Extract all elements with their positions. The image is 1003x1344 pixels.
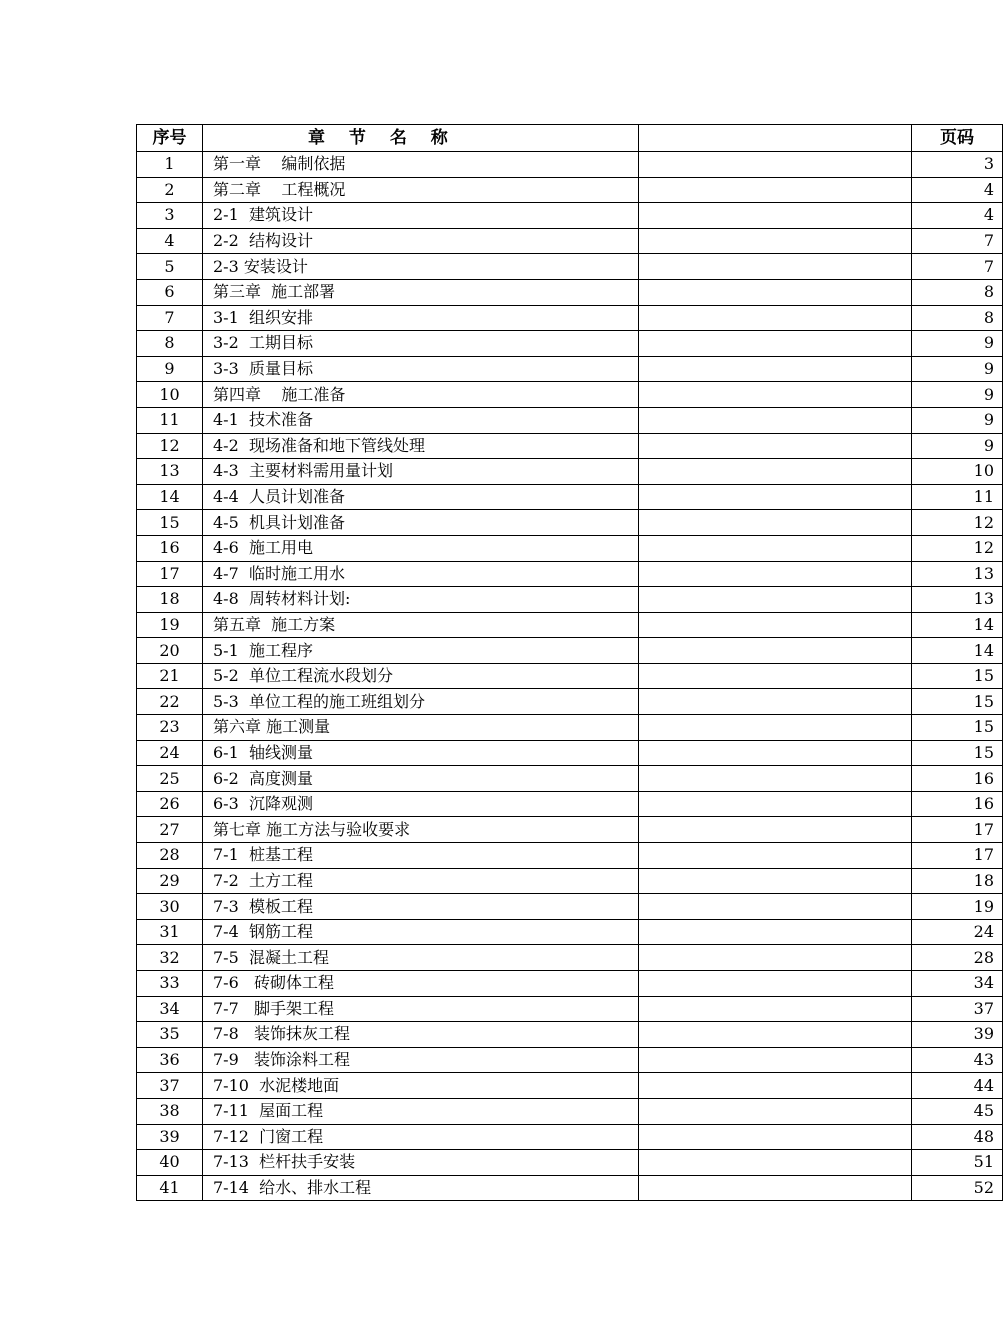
- page-number: 28: [912, 945, 1003, 971]
- section-name: 4-6 施工用电: [203, 535, 639, 561]
- header-blank: [639, 125, 912, 152]
- blank-cell: [639, 152, 912, 178]
- blank-cell: [639, 612, 912, 638]
- page-number: 51: [912, 1150, 1003, 1176]
- row-number: 16: [137, 535, 203, 561]
- table-row: [137, 279, 1003, 305]
- section-name: 7-8 装饰抹灰工程: [203, 1022, 639, 1048]
- table-row: [137, 1175, 1003, 1201]
- table-row: [137, 177, 1003, 203]
- table-row: [137, 561, 1003, 587]
- page-number: 15: [912, 715, 1003, 741]
- blank-cell: [639, 689, 912, 715]
- page-number: 14: [912, 638, 1003, 664]
- blank-cell: [639, 1175, 912, 1201]
- row-number: 6: [137, 279, 203, 305]
- page-number: 15: [912, 689, 1003, 715]
- section-name: 3-1 组织安排: [203, 305, 639, 331]
- section-name: 第六章 施工测量: [203, 715, 639, 741]
- page-number: 24: [912, 919, 1003, 945]
- section-name: 3-3 质量目标: [203, 356, 639, 382]
- row-number: 1: [137, 152, 203, 178]
- row-number: 37: [137, 1073, 203, 1099]
- blank-cell: [639, 894, 912, 920]
- page-number: 15: [912, 663, 1003, 689]
- table-row: [137, 459, 1003, 485]
- row-number: 19: [137, 612, 203, 638]
- section-name: 第五章 施工方案: [203, 612, 639, 638]
- page-number: 8: [912, 279, 1003, 305]
- blank-cell: [639, 433, 912, 459]
- blank-cell: [639, 791, 912, 817]
- blank-cell: [639, 279, 912, 305]
- table-row: [137, 331, 1003, 357]
- section-name: 7-2 土方工程: [203, 868, 639, 894]
- table-row: [137, 407, 1003, 433]
- blank-cell: [639, 484, 912, 510]
- blank-cell: [639, 587, 912, 613]
- row-number: 38: [137, 1098, 203, 1124]
- row-number: 33: [137, 971, 203, 997]
- page-number: 9: [912, 331, 1003, 357]
- table-row: [137, 1047, 1003, 1073]
- row-number: 36: [137, 1047, 203, 1073]
- table-row: [137, 843, 1003, 869]
- table-row: [137, 1150, 1003, 1176]
- row-number: 21: [137, 663, 203, 689]
- page-number: 3: [912, 152, 1003, 178]
- row-number: 12: [137, 433, 203, 459]
- blank-cell: [639, 407, 912, 433]
- row-number: 41: [137, 1175, 203, 1201]
- table-row: [137, 689, 1003, 715]
- section-name: 7-5 混凝土工程: [203, 945, 639, 971]
- section-name: 4-1 技术准备: [203, 407, 639, 433]
- blank-cell: [639, 254, 912, 280]
- blank-cell: [639, 561, 912, 587]
- row-number: 31: [137, 919, 203, 945]
- blank-cell: [639, 996, 912, 1022]
- blank-cell: [639, 638, 912, 664]
- table-row: [137, 715, 1003, 741]
- blank-cell: [639, 817, 912, 843]
- table-row: [137, 1098, 1003, 1124]
- section-name: 4-2 现场准备和地下管线处理: [203, 433, 639, 459]
- section-name: 5-3 单位工程的施工班组划分: [203, 689, 639, 715]
- table-row: [137, 433, 1003, 459]
- section-name: 6-2 高度测量: [203, 766, 639, 792]
- table-row: [137, 228, 1003, 254]
- blank-cell: [639, 331, 912, 357]
- blank-cell: [639, 228, 912, 254]
- blank-cell: [639, 1124, 912, 1150]
- page-number: 43: [912, 1047, 1003, 1073]
- row-number: 20: [137, 638, 203, 664]
- section-name: 7-10 水泥楼地面: [203, 1073, 639, 1099]
- section-name: 6-1 轴线测量: [203, 740, 639, 766]
- section-name: 4-7 临时施工用水: [203, 561, 639, 587]
- blank-cell: [639, 382, 912, 408]
- table-row: [137, 382, 1003, 408]
- header-page: 页码: [912, 125, 1003, 152]
- table-row: [137, 740, 1003, 766]
- blank-cell: [639, 177, 912, 203]
- page-number: 39: [912, 1022, 1003, 1048]
- page-number: 9: [912, 382, 1003, 408]
- table-row: [137, 1073, 1003, 1099]
- toc-header-row: [137, 125, 1003, 152]
- page-number: 12: [912, 510, 1003, 536]
- table-row: [137, 1022, 1003, 1048]
- blank-cell: [639, 919, 912, 945]
- section-name: 5-1 施工程序: [203, 638, 639, 664]
- section-name: 4-4 人员计划准备: [203, 484, 639, 510]
- page-number: 9: [912, 407, 1003, 433]
- table-row: [137, 484, 1003, 510]
- section-name: 7-14 给水、排水工程: [203, 1175, 639, 1201]
- section-name: 7-1 桩基工程: [203, 843, 639, 869]
- page-number: 7: [912, 228, 1003, 254]
- section-name: 5-2 单位工程流水段划分: [203, 663, 639, 689]
- row-number: 3: [137, 203, 203, 229]
- page-number: 13: [912, 561, 1003, 587]
- page-number: 17: [912, 843, 1003, 869]
- row-number: 23: [137, 715, 203, 741]
- page-number: 8: [912, 305, 1003, 331]
- table-row: [137, 1124, 1003, 1150]
- table-row: [137, 254, 1003, 280]
- row-number: 22: [137, 689, 203, 715]
- row-number: 39: [137, 1124, 203, 1150]
- section-name: 第七章 施工方法与验收要求: [203, 817, 639, 843]
- header-name: 章 节 名 称: [203, 125, 639, 152]
- page-number: 4: [912, 177, 1003, 203]
- page-number: 7: [912, 254, 1003, 280]
- section-name: 4-3 主要材料需用量计划: [203, 459, 639, 485]
- row-number: 30: [137, 894, 203, 920]
- page-number: 16: [912, 766, 1003, 792]
- table-row: [137, 612, 1003, 638]
- row-number: 15: [137, 510, 203, 536]
- table-row: [137, 817, 1003, 843]
- section-name: 7-4 钢筋工程: [203, 919, 639, 945]
- blank-cell: [639, 1098, 912, 1124]
- section-name: 2-1 建筑设计: [203, 203, 639, 229]
- blank-cell: [639, 459, 912, 485]
- table-row: [137, 894, 1003, 920]
- blank-cell: [639, 510, 912, 536]
- page-number: 15: [912, 740, 1003, 766]
- row-number: 24: [137, 740, 203, 766]
- row-number: 5: [137, 254, 203, 280]
- table-row: [137, 791, 1003, 817]
- row-number: 4: [137, 228, 203, 254]
- row-number: 17: [137, 561, 203, 587]
- section-name: 3-2 工期目标: [203, 331, 639, 357]
- page-number: 13: [912, 587, 1003, 613]
- table-row: [137, 945, 1003, 971]
- table-row: [137, 663, 1003, 689]
- table-row: [137, 868, 1003, 894]
- section-name: 第一章 编制依据: [203, 152, 639, 178]
- section-name: 7-6 砖砌体工程: [203, 971, 639, 997]
- table-row: [137, 535, 1003, 561]
- page-number: 10: [912, 459, 1003, 485]
- row-number: 32: [137, 945, 203, 971]
- row-number: 25: [137, 766, 203, 792]
- page-number: 11: [912, 484, 1003, 510]
- row-number: 14: [137, 484, 203, 510]
- header-no: 序号: [137, 125, 203, 152]
- blank-cell: [639, 356, 912, 382]
- row-number: 2: [137, 177, 203, 203]
- section-name: 7-13 栏杆扶手安装: [203, 1150, 639, 1176]
- page-number: 18: [912, 868, 1003, 894]
- blank-cell: [639, 1047, 912, 1073]
- blank-cell: [639, 663, 912, 689]
- section-name: 第三章 施工部署: [203, 279, 639, 305]
- page-number: 12: [912, 535, 1003, 561]
- row-number: 40: [137, 1150, 203, 1176]
- row-number: 7: [137, 305, 203, 331]
- page-number: 44: [912, 1073, 1003, 1099]
- blank-cell: [639, 868, 912, 894]
- section-name: 7-7 脚手架工程: [203, 996, 639, 1022]
- blank-cell: [639, 203, 912, 229]
- row-number: 18: [137, 587, 203, 613]
- row-number: 9: [137, 356, 203, 382]
- section-name: 2-2 结构设计: [203, 228, 639, 254]
- toc-body: [137, 152, 1003, 1201]
- blank-cell: [639, 535, 912, 561]
- toc-table: [136, 124, 1003, 1201]
- section-name: 4-8 周转材料计划:: [203, 587, 639, 613]
- blank-cell: [639, 740, 912, 766]
- page-number: 19: [912, 894, 1003, 920]
- table-row: [137, 919, 1003, 945]
- page-number: 16: [912, 791, 1003, 817]
- blank-cell: [639, 843, 912, 869]
- table-row: [137, 203, 1003, 229]
- section-name: 2-3 安装设计: [203, 254, 639, 280]
- blank-cell: [639, 945, 912, 971]
- row-number: 27: [137, 817, 203, 843]
- row-number: 10: [137, 382, 203, 408]
- page-number: 4: [912, 203, 1003, 229]
- blank-cell: [639, 766, 912, 792]
- table-row: [137, 587, 1003, 613]
- table-row: [137, 510, 1003, 536]
- blank-cell: [639, 1150, 912, 1176]
- section-name: 7-12 门窗工程: [203, 1124, 639, 1150]
- row-number: 13: [137, 459, 203, 485]
- table-row: [137, 152, 1003, 178]
- section-name: 第二章 工程概况: [203, 177, 639, 203]
- row-number: 11: [137, 407, 203, 433]
- table-row: [137, 996, 1003, 1022]
- table-row: [137, 971, 1003, 997]
- section-name: 7-11 屋面工程: [203, 1098, 639, 1124]
- table-row: [137, 766, 1003, 792]
- table-row: [137, 638, 1003, 664]
- page-number: 34: [912, 971, 1003, 997]
- blank-cell: [639, 715, 912, 741]
- page-number: 45: [912, 1098, 1003, 1124]
- row-number: 28: [137, 843, 203, 869]
- blank-cell: [639, 971, 912, 997]
- table-row: [137, 356, 1003, 382]
- page-number: 14: [912, 612, 1003, 638]
- page-number: 52: [912, 1175, 1003, 1201]
- blank-cell: [639, 1022, 912, 1048]
- page-number: 9: [912, 356, 1003, 382]
- section-name: 第四章 施工准备: [203, 382, 639, 408]
- section-name: 7-9 装饰涂料工程: [203, 1047, 639, 1073]
- section-name: 7-3 模板工程: [203, 894, 639, 920]
- row-number: 35: [137, 1022, 203, 1048]
- row-number: 34: [137, 996, 203, 1022]
- table-row: [137, 305, 1003, 331]
- row-number: 26: [137, 791, 203, 817]
- page-number: 37: [912, 996, 1003, 1022]
- blank-cell: [639, 305, 912, 331]
- page-number: 17: [912, 817, 1003, 843]
- page-number: 9: [912, 433, 1003, 459]
- page-number: 48: [912, 1124, 1003, 1150]
- blank-cell: [639, 1073, 912, 1099]
- row-number: 8: [137, 331, 203, 357]
- section-name: 4-5 机具计划准备: [203, 510, 639, 536]
- section-name: 6-3 沉降观测: [203, 791, 639, 817]
- row-number: 29: [137, 868, 203, 894]
